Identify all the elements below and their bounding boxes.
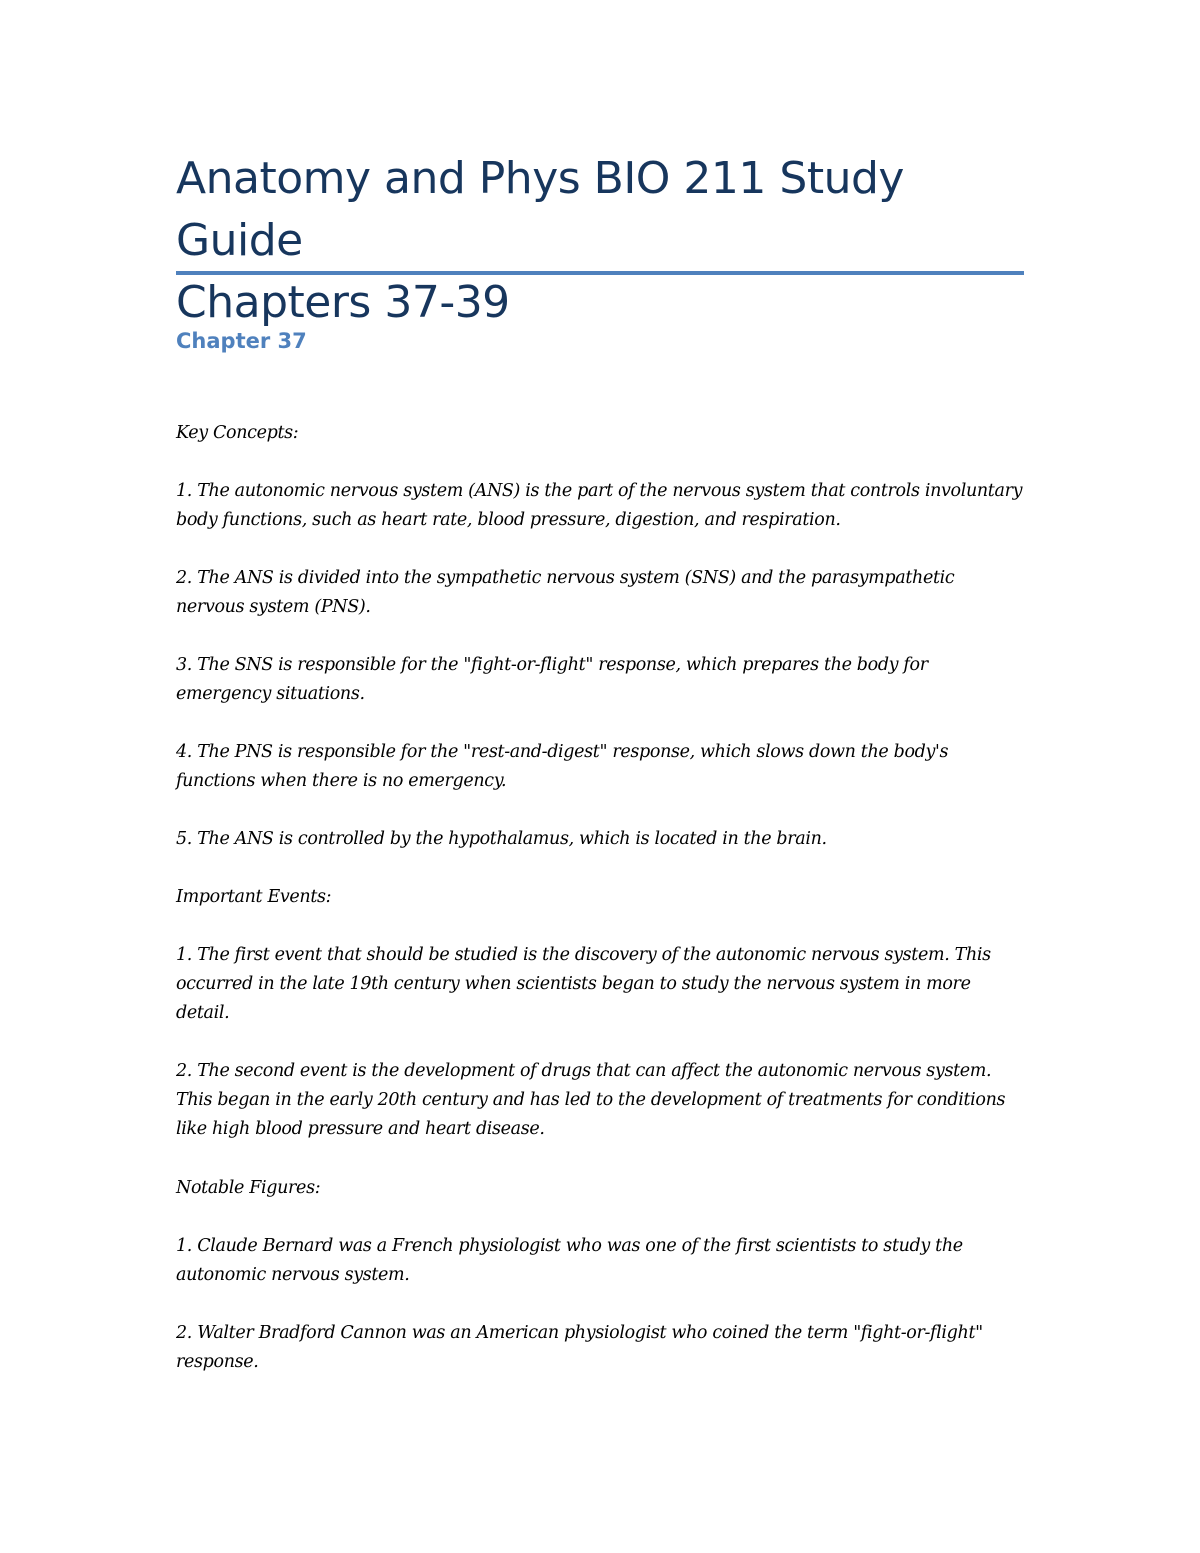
title-line-2: Chapters 37-39 [176, 277, 510, 328]
key-concept-3: 3. The SNS is responsible for the "fight-or-flight" response, which prepares the body for emergency situations. [176, 655, 928, 704]
key-concept-2: 2. The ANS is divided into the sympathetic nervous system (SNS) and the parasympathetic nervous system (PNS). [176, 568, 955, 617]
key-concept-4: 4. The PNS is responsible for the "rest-and-digest" response, which slows down the body's functions when there is no emergency. [176, 742, 949, 791]
title-line-1: Anatomy and Phys BIO 211 Study Guide [176, 153, 904, 266]
important-events-label: Important Events: [176, 887, 332, 907]
important-event-1: 1. The first event that should be studied is the discovery of the autonomic nervous system. This occurred in the late 19th century when scientists began to study the nervous system in more detail. [176, 945, 991, 1023]
notable-figures-label: Notable Figures: [176, 1178, 321, 1198]
document-title [176, 148, 1024, 334]
notable-figure-2: 2. Walter Bradford Cannon was an American physiologist who coined the term "fight-or-flight" response. [176, 1323, 983, 1372]
title-underline-rule [176, 271, 1024, 275]
key-concepts-label: Key Concepts: [176, 423, 299, 443]
important-event-2: 2. The second event is the development of drugs that can affect the autonomic nervous system. This began in the early 20th century and has led to the development of treatments for conditions like high blood pressure and heart disease. [176, 1061, 1006, 1139]
key-concept-5: 5. The ANS is controlled by the hypothalamus, which is located in the brain. [176, 829, 827, 849]
chapter-heading: Chapter 37 [176, 329, 307, 353]
key-concept-1: 1. The autonomic nervous system (ANS) is the part of the nervous system that controls involuntary body functions, such as heart rate, blood pressure, digestion, and respiration. [176, 481, 1023, 530]
notable-figure-1: 1. Claude Bernard was a French physiologist who was one of the first scientists to study the autonomic nervous system. [176, 1236, 963, 1285]
